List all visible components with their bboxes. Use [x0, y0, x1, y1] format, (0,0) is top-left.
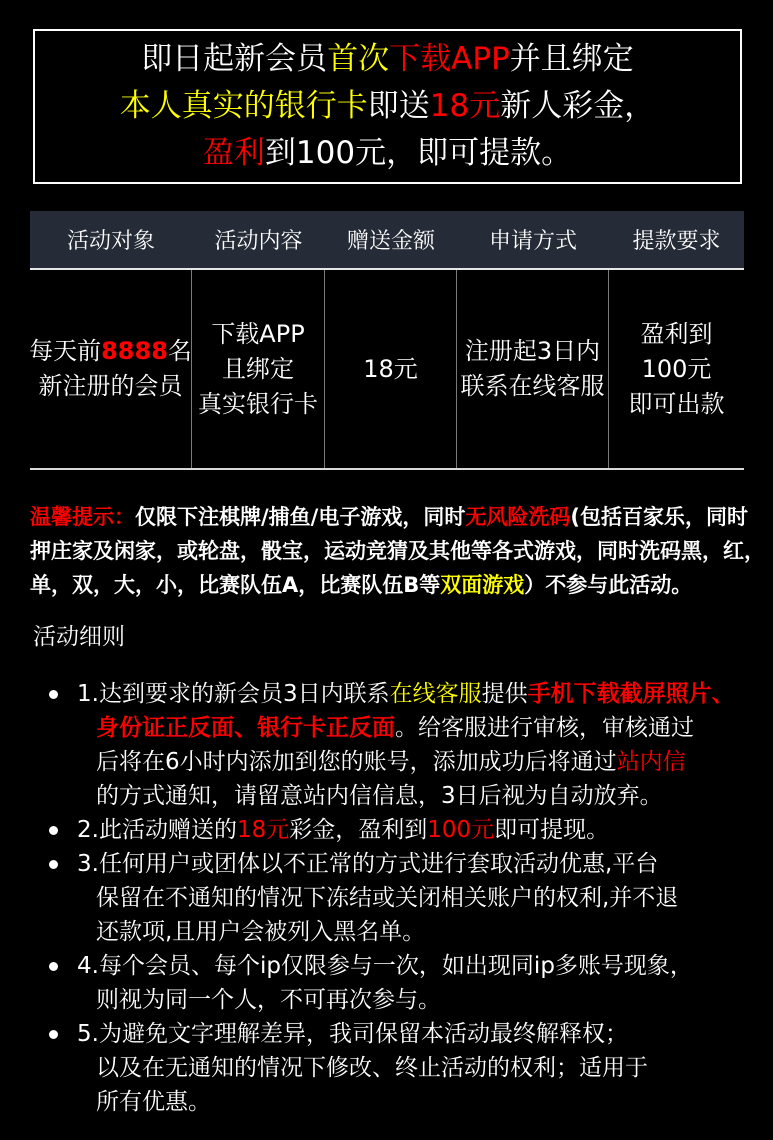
- rule-item: [40, 813, 735, 847]
- rule-item: [40, 949, 735, 1017]
- rules-list: [40, 677, 735, 1119]
- promo-banner: 即日起新会员首次下载APP并且绑定 本人真实的银行卡即送18元新人彩金， 盈利到100元，即可提款。: [33, 29, 742, 184]
- rule-item: [40, 677, 735, 813]
- table-cell-activity-content: 下载APP 且绑定 真实银行卡: [192, 270, 325, 468]
- table-header-activity-target: 活动对象: [66, 229, 155, 254]
- rule-text: 2.此活动赠送的18元彩金，盈利到100元即可提现。: [77, 817, 610, 843]
- table-header-activity-content: 活动内容: [214, 229, 303, 254]
- rule-text: 3.任何用户或团体以不正常的方式进行套取活动优惠,平台 保留在不通知的情况下冻结或关闭相关账户的权利,并不退 还款项,且用户会被列入黑名单。: [77, 851, 679, 945]
- table-header-row: [30, 211, 744, 270]
- table-cell-activity-target: 每天前8888名 新注册的会员: [30, 270, 192, 468]
- table-header-bonus-amount: 赠送金额: [346, 229, 435, 254]
- promo-table: [30, 211, 744, 470]
- rules-heading: 活动细则: [33, 624, 125, 650]
- table-cell-withdraw-requirement: 盈利到 100元 即可出款: [628, 319, 725, 418]
- table-cell-bonus-amount: 18元: [325, 270, 457, 468]
- bullet-icon: [40, 1017, 77, 1039]
- rule-text: 1.达到要求的新会员3日内联系在线客服提供手机下载截屏照片、 身份证正反面、银行卡正反面。给客服进行审核，审核通过 后将在6小时内添加到您的账号，添加成功后将通过站内信 的方式通知，请留意站内信信息，3日后视为自动放弃。: [77, 681, 735, 809]
- bullet-icon: [40, 677, 77, 699]
- bullet-icon: [40, 949, 77, 971]
- table-header-withdraw-requirement: 提款要求: [632, 229, 721, 254]
- bullet-icon: [40, 847, 77, 869]
- rule-text: 5.为避免文字理解差异，我司保留本活动最终解释权； 以及在无通知的情况下修改、终止活动的权利；适用于 所有优惠。: [77, 1021, 648, 1115]
- rule-item: [40, 847, 735, 949]
- table-cell-apply-method: 注册起3日内 联系在线客服: [457, 270, 609, 468]
- table-header-apply-method: 申请方式: [488, 229, 577, 254]
- rule-item: [40, 1017, 735, 1119]
- table-row: [30, 270, 744, 470]
- bullet-icon: [40, 813, 77, 835]
- rule-text: 4.每个会员、每个ip仅限参与一次，如出现同ip多账号现象， 则视为同一个人，不可再次参与。: [77, 953, 693, 1013]
- warm-notice: 温馨提示：仅限下注棋牌/捕鱼/电子游戏，同时无风险洗码(包括百家乐，同时 押庄家及闲家，或轮盘，骰宝，运动竞猜及其他等各式游戏，同时洗码黑，红， 单，双，大，小，比赛队伍A，比赛队伍B等双面游戏）不参与此活动。: [30, 505, 765, 597]
